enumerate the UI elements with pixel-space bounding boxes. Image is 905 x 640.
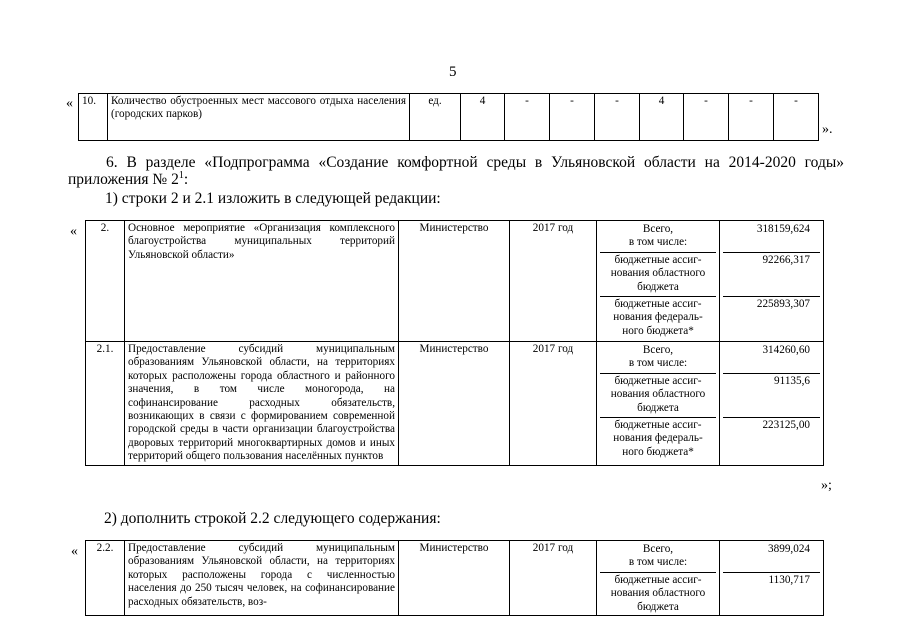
quote-open-3: « bbox=[71, 544, 78, 559]
value-cell: - bbox=[684, 94, 729, 141]
value-cell: 4 bbox=[640, 94, 684, 141]
source-total: Всего, в том числе: bbox=[628, 223, 688, 249]
year-cell: 2017 год bbox=[510, 221, 597, 342]
row-number: 2.1. bbox=[86, 342, 125, 466]
activity-name: Предоставление субсидий муниципальным образованиям Ульяновской области, на территориях которых расположены города с численностью населения до 250 тысяч человек, на софинансирование расходных обязательств, воз- bbox=[125, 541, 399, 616]
subprogram-table bbox=[85, 220, 824, 466]
source-regional: бюджетные ассиг- нования областного бюджета bbox=[600, 572, 716, 614]
value-cell: - bbox=[595, 94, 640, 141]
row-number: 2.2. bbox=[86, 541, 125, 616]
source-total: Всего, в том числе: bbox=[628, 344, 688, 370]
paragraph-6: 6. В разделе «Подпрограмма «Создание комфортной среды в Ульяновской области на 2014-2020 годы» приложения № $2^1$: bbox=[68, 154, 844, 188]
funding-values bbox=[720, 342, 824, 466]
source-regional: бюджетные ассиг- нования областного бюджета bbox=[600, 373, 716, 417]
funding-values bbox=[720, 221, 824, 342]
indicators-table bbox=[78, 93, 819, 141]
value-total: 318159,624 bbox=[756, 223, 810, 235]
quote-open-1: « bbox=[66, 96, 73, 111]
funding-values bbox=[720, 541, 824, 616]
year-cell: 2017 год bbox=[510, 541, 597, 616]
value-regional: 91135,6 bbox=[723, 373, 820, 417]
value-cell: - bbox=[550, 94, 595, 141]
new-row-table bbox=[85, 540, 824, 616]
value-total: 3899,024 bbox=[768, 543, 810, 555]
row-number: 2. bbox=[86, 221, 125, 342]
value-regional: 92266,317 bbox=[723, 252, 820, 296]
quote-close-2: »; bbox=[821, 478, 832, 493]
value-cell: 4 bbox=[461, 94, 505, 141]
table-row bbox=[86, 541, 824, 616]
value-total: 314260,60 bbox=[762, 344, 810, 356]
executor-cell: Министерство bbox=[399, 342, 510, 466]
footnote-mark: 1 bbox=[178, 169, 184, 181]
funding-sources bbox=[597, 342, 720, 466]
source-regional: бюджетные ассиг- нования областного бюджета bbox=[600, 252, 716, 296]
quote-open-2: « bbox=[70, 224, 77, 239]
funding-sources bbox=[597, 221, 720, 342]
funding-sources bbox=[597, 541, 720, 616]
source-total: Всего, в том числе: bbox=[628, 543, 688, 569]
table-row bbox=[79, 94, 819, 141]
value-federal: 225893,307 bbox=[723, 296, 820, 340]
table-row bbox=[86, 221, 824, 342]
year-cell: 2017 год bbox=[510, 342, 597, 466]
page-number: 5 bbox=[449, 64, 457, 80]
value-regional: 1130,717 bbox=[723, 572, 820, 614]
table-row bbox=[86, 342, 824, 466]
source-federal: бюджетные ассиг- нования федераль- ного бюджета* bbox=[600, 296, 716, 340]
activity-name: Предоставление субсидий муниципальным образованиям Ульяновской области, на территориях которых расположены города областного и районного значения, в том числе моногорода, на софинансирование расходных обязательств, возникающих в связи с формированием современной городской среды в части организации благоустройства дворовых территорий многоквартирных домов и иных территорий общего пользования населённых пунктов bbox=[125, 342, 399, 466]
item-1-text: 1) строки 2 и 2.1 изложить в следующей редакции: bbox=[105, 190, 441, 207]
value-cell: - bbox=[729, 94, 774, 141]
row-number: 10. bbox=[79, 94, 108, 141]
value-cell: - bbox=[505, 94, 550, 141]
unit-cell: ед. bbox=[410, 94, 461, 141]
value-cell: - bbox=[774, 94, 819, 141]
indicator-name: Количество обустроенных мест массового отдыха населения (городских парков) bbox=[108, 94, 410, 141]
item-2-text: 2) дополнить строкой 2.2 следующего содержания: bbox=[104, 510, 441, 527]
quote-close-1: ». bbox=[822, 122, 833, 137]
value-federal: 223125,00 bbox=[723, 417, 820, 461]
executor-cell: Министерство bbox=[399, 221, 510, 342]
source-federal: бюджетные ассиг- нования федераль- ного бюджета* bbox=[600, 417, 716, 461]
executor-cell: Министерство bbox=[399, 541, 510, 616]
activity-name: Основное мероприятие «Организация комплексного благоустройства муниципальных территорий Ульяновской области» bbox=[125, 221, 399, 342]
